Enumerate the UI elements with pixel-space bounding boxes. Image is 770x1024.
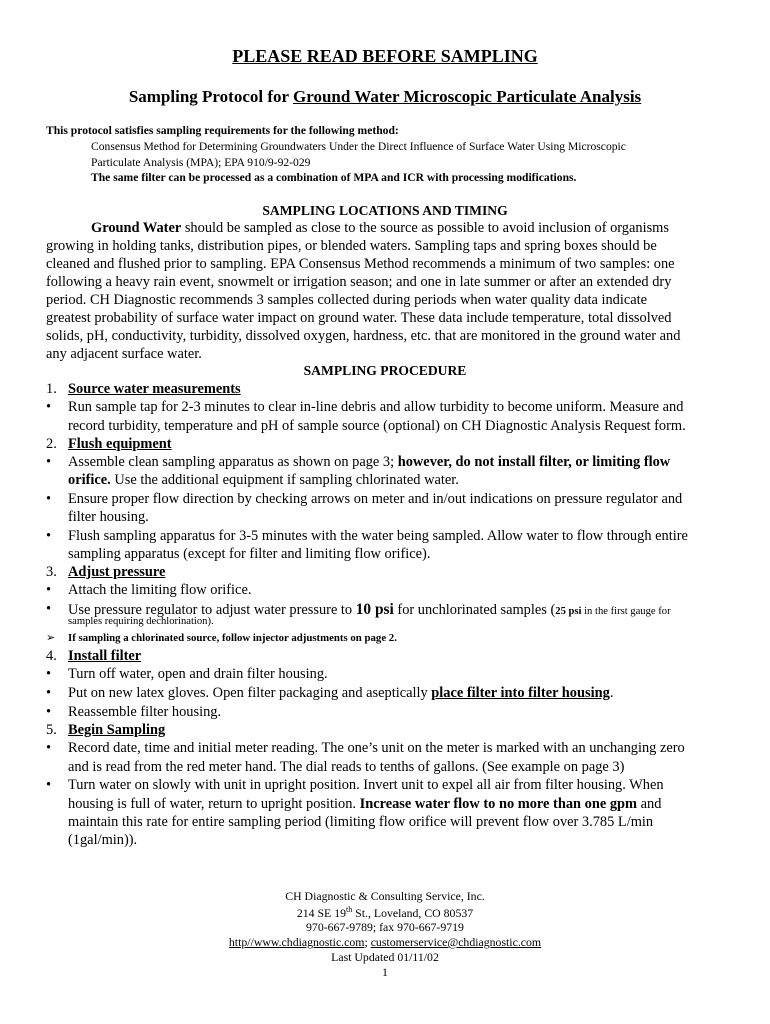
- step-number: 1.: [46, 381, 57, 397]
- step-label: Install filter: [68, 648, 142, 664]
- subtitle-prefix: Sampling Protocol for: [128, 87, 293, 106]
- page-number: 1: [382, 965, 388, 979]
- subtitle-topic: Ground Water Microscopic Particulate Analysis: [293, 87, 642, 106]
- step-text: Use pressure regulator to adjust water pressure to 10 psi for unchlorinated samples (25 psi in the first gauge for: [68, 601, 671, 618]
- step-text: Record date, time and initial meter reading. The one’s unit on the meter is marked with an unchanging zero: [68, 740, 685, 756]
- step-label: Adjust pressure: [68, 564, 166, 580]
- step-text: samples requiring dechlorination).: [68, 616, 214, 627]
- bullet-icon: •: [46, 454, 52, 470]
- step-number: 4.: [46, 648, 57, 664]
- step-label: Begin Sampling: [68, 722, 166, 738]
- footer-links: http//www.chdiagnostic.com; customerservice@chdiagnostic.com: [228, 935, 542, 949]
- method-line: Consensus Method for Determining Groundwaters Under the Direct Influence of Surface Water Using Microscopic: [91, 140, 626, 153]
- email-link[interactable]: customerservice@chdiagnostic.com: [370, 935, 542, 949]
- bullet-icon: •: [46, 685, 52, 701]
- procedure-heading: SAMPLING PROCEDURE: [303, 363, 467, 378]
- bullet-icon: •: [46, 777, 52, 793]
- bullet-icon: •: [46, 399, 52, 415]
- footer-updated: Last Updated 01/11/02: [331, 950, 439, 964]
- step-text: record turbidity, temperature and pH of sample source (optional) on CH Diagnostic Analysis Request form.: [68, 418, 686, 434]
- step-label: Source water measurements: [68, 381, 241, 397]
- footer-company: CH Diagnostic & Consulting Service, Inc.: [285, 889, 485, 903]
- website-link[interactable]: http//www.chdiagnostic.com: [228, 935, 365, 949]
- locations-paragraph-line: following a heavy rain event, snowmelt or irrigation season; and one in late summer or after an extended dry: [46, 274, 672, 290]
- step-text: maintain this rate for entire sampling period (limiting flow orifice will prevent flow over 3.785 L/min: [68, 814, 654, 830]
- method-line: Particulate Analysis (MPA); EPA 910/9-92-029: [91, 156, 311, 169]
- locations-paragraph-line: solids, pH, conductivity, turbidity, dissolved oxygen, hardness, etc. that are monitored in the ground water and: [46, 328, 681, 344]
- footer-phone: 970-667-9789; fax 970-667-9719: [306, 920, 464, 934]
- bullet-icon: •: [46, 491, 52, 507]
- step-text: housing is full of water, return to upright position. Increase water flow to no more than one gpm and: [68, 796, 662, 812]
- bullet-icon: •: [46, 740, 52, 756]
- ground-water-lead: Ground Water: [91, 220, 182, 236]
- step-text: Turn off water, open and drain filter housing.: [68, 666, 328, 682]
- page-title: PLEASE READ BEFORE SAMPLING: [232, 46, 538, 66]
- bullet-icon: •: [46, 704, 52, 720]
- step-label: Flush equipment: [68, 436, 172, 452]
- step-text: Turn water on slowly with unit in upright position. Invert unit to expel all air from filter housing. When: [68, 777, 664, 793]
- step-number: 2.: [46, 436, 57, 452]
- step-note: If sampling a chlorinated source, follow injector adjustments on page 2.: [68, 632, 397, 644]
- method-note: The same filter can be processed as a combination of MPA and ICR with processing modifications.: [91, 171, 577, 184]
- step-text: Assemble clean sampling apparatus as shown on page 3; however, do not install filter, or limiting flow: [68, 454, 671, 470]
- arrow-bullet-icon: ➢: [46, 632, 56, 644]
- locations-paragraph-line: growing in holding tanks, distribution pipes, or blended waters. Sampling taps and spring boxes should be: [46, 238, 657, 254]
- protocol-subtitle: [0, 87, 770, 107]
- step-number: 3.: [46, 564, 57, 580]
- locations-paragraph-line: cleaned and flushed prior to sampling. EPA Consensus Method recommends a minimum of two samples: one: [46, 256, 675, 272]
- step-text: orifice. Use the additional equipment if sampling chlorinated water.: [68, 472, 459, 488]
- step-text: and is read from the red meter hand. The dial reads to tenths of gallons. (See example on page 3): [68, 759, 625, 775]
- step-text: Attach the limiting flow orifice.: [68, 582, 252, 598]
- step-text: (1gal/min)).: [68, 832, 138, 848]
- step-number: 5.: [46, 722, 57, 738]
- method-intro: This protocol satisfies sampling requirements for the following method:: [46, 124, 399, 137]
- bullet-icon: •: [46, 582, 52, 598]
- step-text: Reassemble filter housing.: [68, 704, 222, 720]
- step-text: Put on new latex gloves. Open filter packaging and aseptically place filter into filter housing.: [68, 685, 614, 701]
- step-text: Flush sampling apparatus for 3-5 minutes with the water being sampled. Allow water to flow through entire: [68, 528, 688, 544]
- bullet-icon: •: [46, 666, 52, 682]
- locations-heading: SAMPLING LOCATIONS AND TIMING: [262, 203, 508, 218]
- step-text: filter housing.: [68, 509, 149, 525]
- locations-paragraph-line: greatest probability of surface water impact on ground water. These data include temperature, total dissolved: [46, 310, 672, 326]
- bullet-icon: •: [46, 528, 52, 544]
- locations-paragraph-line: any adjacent surface water.: [46, 346, 202, 362]
- locations-paragraph-line: Ground Water should be sampled as close to the source as possible to avoid inclusion of organisms: [91, 220, 669, 236]
- locations-paragraph-line: period. CH Diagnostic recommends 3 samples collected during periods when water quality data indicate: [46, 292, 648, 308]
- step-text: Ensure proper flow direction by checking arrows on meter and in/out indications on pressure regulator and: [68, 491, 683, 507]
- bullet-icon: •: [46, 601, 52, 617]
- footer-address: 214 SE 19th St., Loveland, CO 80537: [296, 905, 474, 920]
- step-text: sampling apparatus (except for filter and limiting flow orifice).: [68, 546, 431, 562]
- step-text: Run sample tap for 2-3 minutes to clear in-line debris and allow turbidity to become uniform. Measure and: [68, 399, 684, 415]
